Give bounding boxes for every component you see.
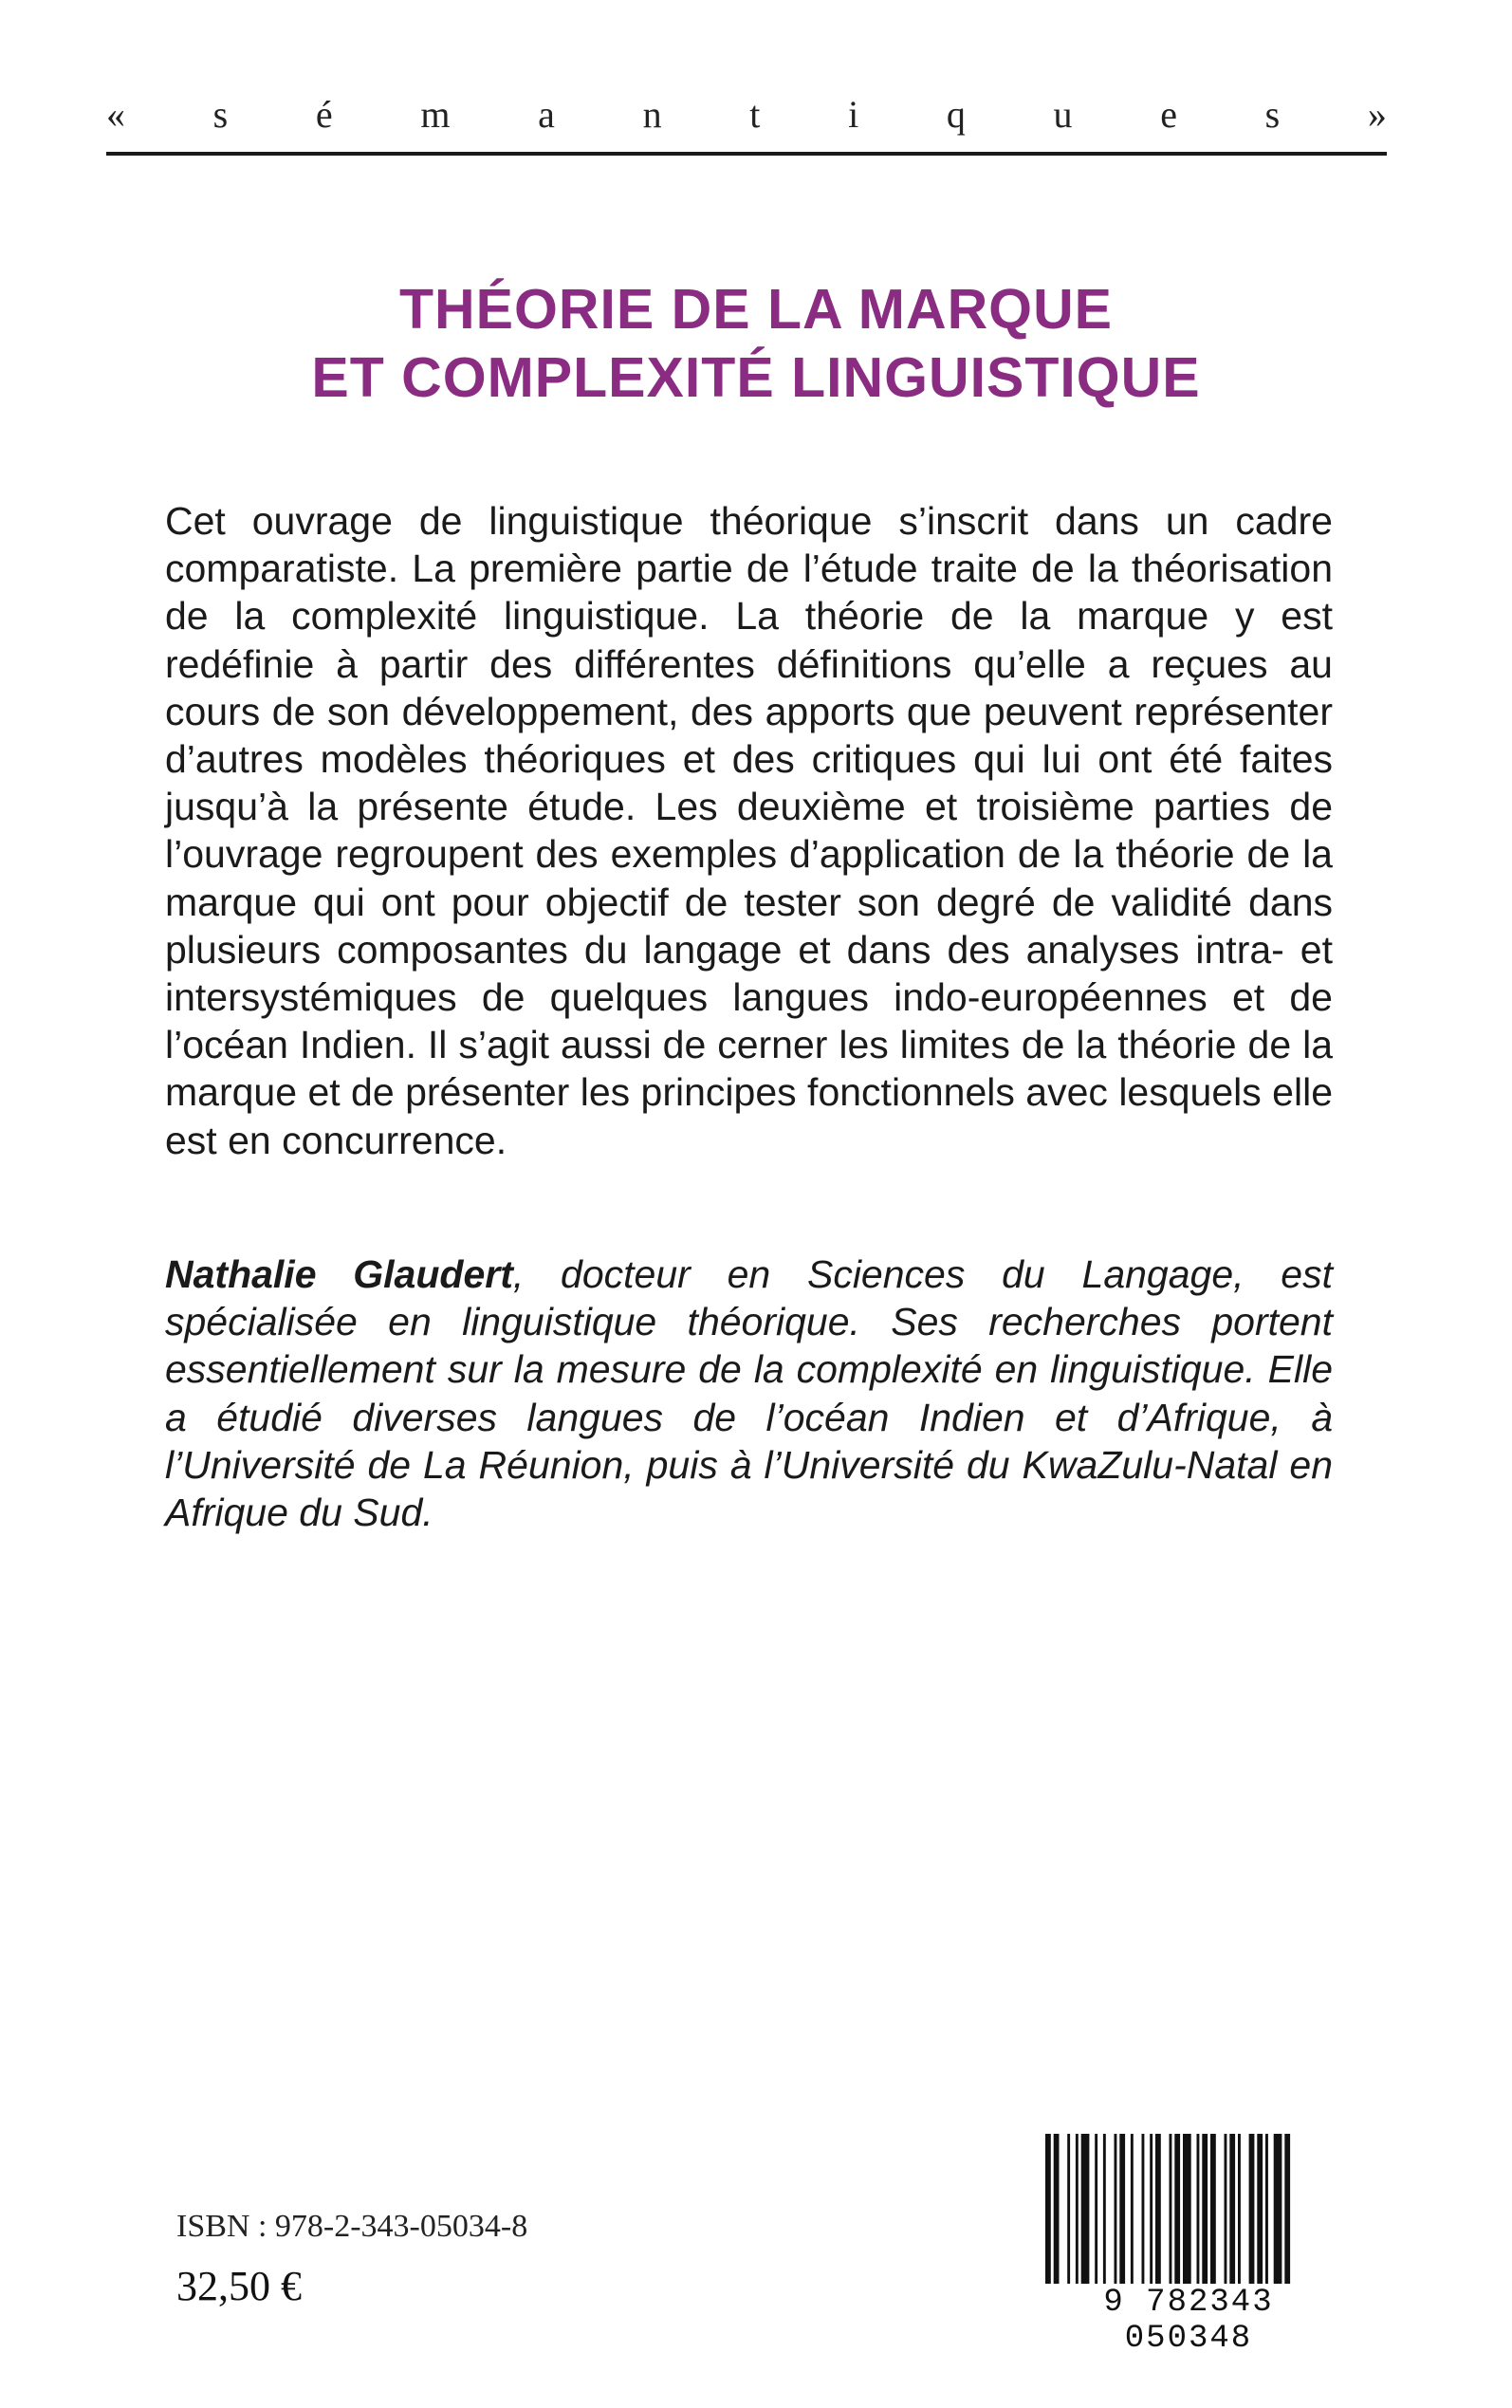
barcode-bar [1045,2134,1051,2284]
barcode-bar [1257,2134,1263,2284]
barcode-bar [1103,2134,1106,2284]
barcode-bar [1081,2134,1090,2284]
barcode-bar [1150,2134,1152,2284]
barcode-bar [1238,2134,1241,2284]
barcode-bars [1042,2134,1336,2286]
barcode-bar [1095,2134,1097,2284]
author-bio [165,1250,1333,1536]
barcode-bar [1210,2134,1216,2284]
series-letter: e [1160,92,1177,136]
book-summary: Cet ouvrage de linguistique théorique s’inscrit dans un cadre comparatiste. La première partie de l’étude traite de la théorisation de la complexité linguistique. La théorie de la marque y est redéfinie à partir des différentes définitions qu’elle a reçues au cours de son développement, des apports que peuvent représenter d’autres modèles théoriques et des critiques qui lui ont été faites jusqu’à la présente étude. Les deuxième et troisième parties de l’ouvrage regroupent des exemples d’application de la théorie de la marque qui ont pour objectif de tester son degré de validité dans plusieurs composantes du langage et dans des analyses intra- et intersystémiques de quelques langues indo-européennes et de l’océan Indien. Il s’agit aussi de cerner les limites de la théorie de la marque et de présenter les principes fonctionnels avec lesquels elle est en concurrence. [165,499,1333,1162]
barcode-bar [1197,2134,1200,2284]
barcode [1036,2130,1341,2357]
barcode-bar [1183,2134,1191,2284]
isbn: ISBN : 978-2-343-05034-8 [176,2209,528,2244]
price: 32,50 € [176,2263,302,2309]
barcode-bar [1170,2134,1172,2284]
barcode-bar [1229,2134,1235,2284]
barcode-bar [1131,2134,1134,2284]
series-letter: s [212,92,229,136]
barcode-number: 9 782343 050348 [1103,2285,1274,2357]
title-line-1: THÉORIE DE LA MARQUE [398,278,1114,341]
author-bio-text: , docteur en Sciences du Langage, est spécialisée en linguistique théorique. Ses recherches portent essentiellement sur la mesure de la complexité en linguistique. Elle a étudié diverses langues de l’océan Indien et d’Afrique, à l’Université de La Réunion, puis à l’Université du KwaZulu-Natal en Afrique du Sud. [165,1252,1333,1535]
series-letter: q [946,92,966,136]
barcode-bar [1119,2134,1125,2284]
barcode-bar [1249,2134,1255,2284]
series-letter: i [848,92,859,136]
close-quote: » [1367,92,1387,136]
series-letter: t [749,92,761,136]
series-letter: m [420,92,451,136]
book-title [0,275,1512,412]
barcode-bar [1054,2134,1060,2284]
barcode-bar [1076,2134,1079,2284]
series-letter: a [538,92,555,136]
barcode-bar [1155,2134,1161,2284]
series-letter: é [315,92,333,136]
open-quote: « [106,92,125,136]
barcode-bar [1067,2134,1070,2284]
barcode-bar [1174,2134,1180,2284]
barcode-bar [1265,2134,1268,2284]
barcode-bar [1115,2134,1117,2284]
series-header [106,91,1387,137]
barcode-bar [1142,2134,1145,2284]
author-name: Nathalie Glaudert [165,1252,513,1296]
barcode-bar [1202,2134,1208,2284]
series-letter: n [642,92,662,136]
barcode-bar [1274,2134,1282,2284]
series-letter: u [1053,92,1073,136]
series-letter: s [1264,92,1281,136]
title-line-2: ET COMPLEXITÉ LINGUISTIQUE [311,346,1201,409]
barcode-bar [1225,2134,1227,2284]
header-rule [106,152,1387,156]
barcode-bar [1284,2134,1290,2284]
